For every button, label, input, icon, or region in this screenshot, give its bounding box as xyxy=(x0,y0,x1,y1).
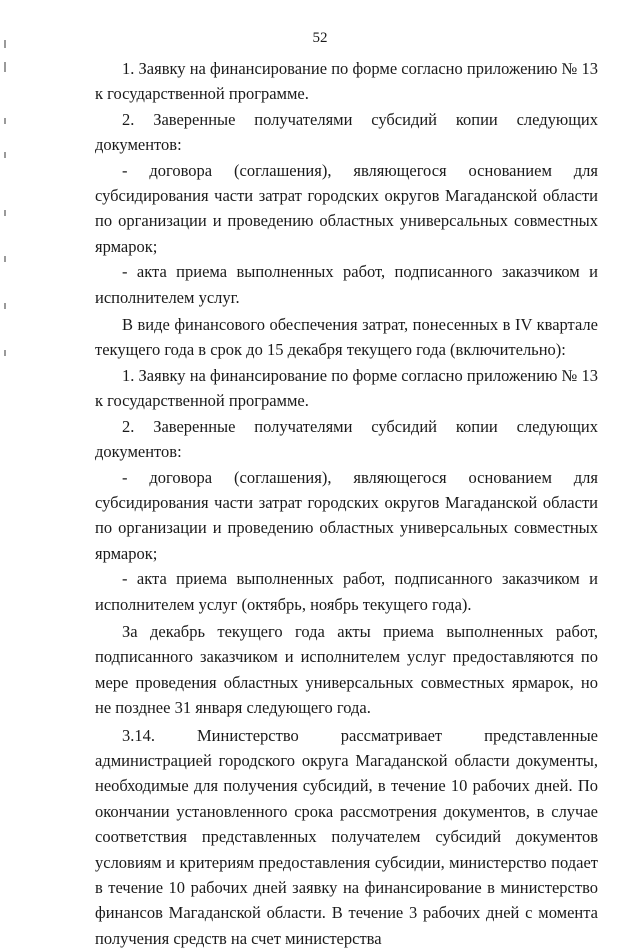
scan-mark xyxy=(4,303,6,309)
scan-mark xyxy=(4,62,6,72)
paragraph-application-1: 1. Заявку на финансирование по форме согласно приложению № 13 к государственной программе. xyxy=(95,59,598,104)
document-body xyxy=(95,56,598,951)
paragraph-section-3-14: 3.14. Министерство рассматривает представленные администрацией городского округа Магаданской области документы, необходимые для получения субсидий, в течение 10 рабочих дней. По окончании установленного срока рассмотрения документов, в случае соответствия представленных получателем субсидий документов условиям и критериям предоставления субсидии, министерство подает в течение 10 рабочих дней заявку на финансирование в министерство финансов Магаданской области. В течение 3 рабочих дней с момента получения средств на счет министерства xyxy=(95,725,598,948)
paragraph-december-acts: За декабрь текущего года акты приема выполненных работ, подписанного заказчиком и исполнителем услуг предоставляются по мере проведения областных универсальных совместных ярмарок, но не позднее 31 января следующего года. xyxy=(95,621,598,718)
scan-mark xyxy=(4,118,6,124)
paragraph-certified-copies-2: 2. Заверенные получателями субсидий копии следующих документов: xyxy=(95,416,598,462)
paragraph-contract-2: - договора (соглашения), являющегося основанием для субсидирования части затрат городских округов Магаданской области по организации и проведению областных универсальных совместных ярмарок; xyxy=(95,467,598,563)
scan-mark xyxy=(4,152,6,158)
scan-edge-marks xyxy=(0,0,14,905)
paragraph-acceptance-act-2: - акта приема выполненных работ, подписанного заказчиком и исполнителем услуг (октябрь, ноябрь текущего года). xyxy=(95,569,598,614)
paragraph-q4-financing: В виде финансового обеспечения затрат, понесенных в IV квартале текущего года в срок до 15 декабря текущего года (включительно): xyxy=(95,315,598,360)
scan-mark xyxy=(4,256,6,262)
scan-mark xyxy=(4,210,6,216)
page-number: 52 xyxy=(312,30,328,46)
paragraph-application-2: 1. Заявку на финансирование по форме согласно приложению № 13 к государственной программе. xyxy=(95,365,598,411)
paragraph-contract-1: - договора (соглашения), являющегося основанием для субсидирования части затрат городских округов Магаданской области по организации и проведению областных универсальных совместных ярмарок; xyxy=(95,160,598,256)
scan-mark xyxy=(4,350,6,356)
paragraph-certified-copies-1: 2. Заверенные получателями субсидий копии следующих документов: xyxy=(95,109,598,155)
paragraph-acceptance-act-1: - акта приема выполненных работ, подписанного заказчиком и исполнителем услуг. xyxy=(95,262,598,307)
